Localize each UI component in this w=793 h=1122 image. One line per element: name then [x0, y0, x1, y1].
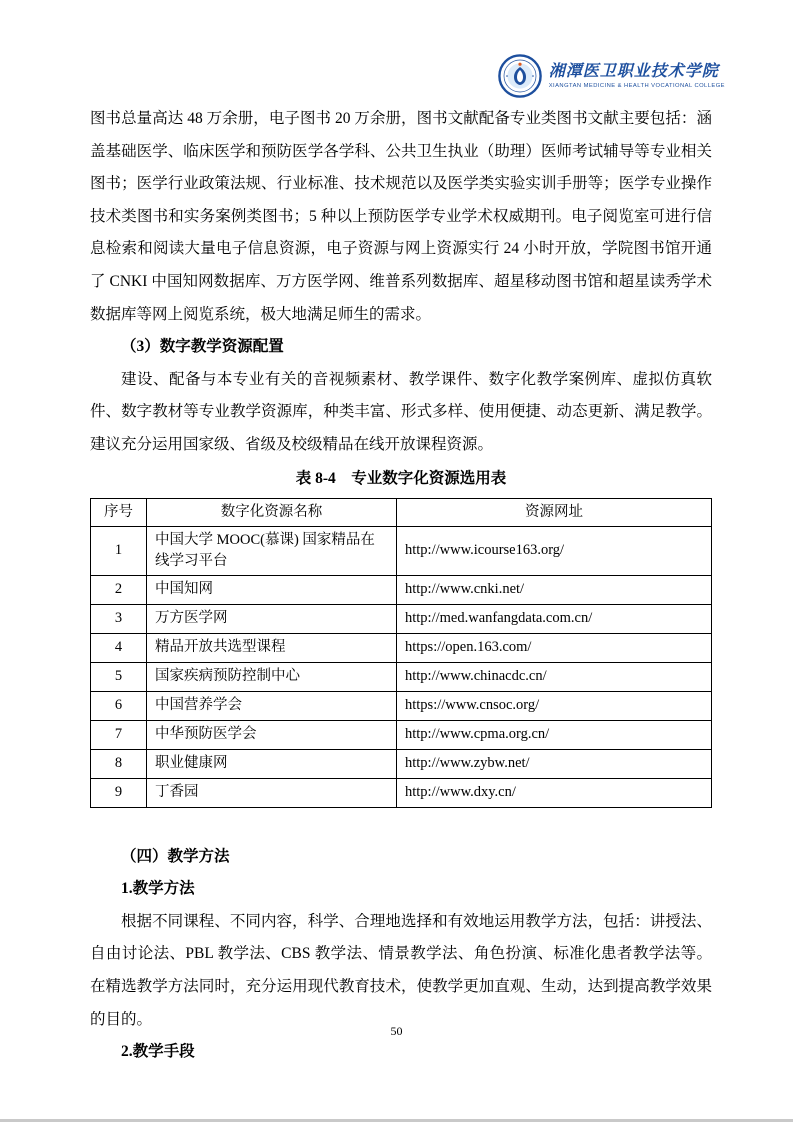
college-name-en: XIANGTAN MEDICINE & HEALTH VOCATIONAL COLLEGE: [548, 83, 725, 90]
cell-resource-name: 国家疾病预防控制中心: [147, 662, 397, 691]
paragraph-teaching-methods: 根据不同课程、不同内容，科学、合理地选择和有效地运用教学方法，包括：讲授法、自由讨论法、PBL 教学法、CBS 教学法、情景教学法、角色扮演、标准化患者教学法等。在精选教学方法同时，充分运用现代教育技术，使教学更加直观、生动，达到提高教学效果的目的。: [90, 912, 712, 1028]
paragraph-library-resources: 图书总量高达 48 万余册，电子图书 20 万余册，图书文献配备专业类图书文献主要包括：涵盖基础医学、临床医学和预防医学各学科、公共卫生执业（助理）医师考试辅导等专业相关图书；医学行业政策法规、行业标准、技术规范以及医学类实验实训手册等；医学专业操作技术类图书和实务案例类图书；5 种以上预防医学专业学术权威期刊。电子阅览室可进行信息检索和阅读大量电子信息资源，电子资源与网上资源实行 24 小时开放，学院图书馆开通了 CNKI 中国知网数据库、万方医学网、维普系列数据库、超星移动图书馆和超星读秀学术数据库等网上阅览系统，极大地满足师生的需求。: [90, 110, 712, 323]
cell-resource-name: 中国大学 MOOC(慕课) 国家精品在线学习平台: [147, 526, 397, 575]
table-row: [91, 526, 712, 575]
cell-resource-url: http://www.dxy.cn/: [397, 778, 712, 807]
col-header-resource-url: 资源网址: [397, 498, 712, 526]
cell-resource-url: https://open.163.com/: [397, 633, 712, 662]
table-row: [91, 662, 712, 691]
cell-resource-name: 万方医学网: [147, 604, 397, 633]
cell-index: 6: [91, 691, 147, 720]
page-number: 50: [390, 1024, 403, 1038]
table-header-row: [91, 498, 712, 526]
table-row: [91, 778, 712, 807]
cell-resource-url: http://www.zybw.net/: [397, 749, 712, 778]
table-row: [91, 575, 712, 604]
cell-resource-name: 中华预防医学会: [147, 720, 397, 749]
table-row: [91, 633, 712, 662]
cell-resource-url: https://www.cnsoc.org/: [397, 691, 712, 720]
cell-resource-name: 精品开放共选型课程: [147, 633, 397, 662]
cell-index: 9: [91, 778, 147, 807]
cell-index: 8: [91, 749, 147, 778]
table-row: [91, 691, 712, 720]
digital-resource-table: [90, 498, 712, 808]
cell-resource-name: 丁香园: [147, 778, 397, 807]
cell-resource-url: http://med.wanfangdata.com.cn/: [397, 604, 712, 633]
cell-resource-url: http://www.cpma.org.cn/: [397, 720, 712, 749]
page-header: [498, 54, 725, 98]
paragraph-resource-construction: 建设、配备与本专业有关的音视频素材、教学课件、数字化教学案例库、虚拟仿真软件、数字教材等专业教学资源库，种类丰富、形式多样、使用便捷、动态更新、满足教学。建议充分运用国家级、省级及校级精品在线开放课程资源。: [90, 370, 712, 453]
table-caption: 表 8-4 专业数字化资源选用表: [295, 469, 507, 487]
heading-teaching-methods: 1.教学方法: [121, 880, 195, 898]
cell-index: 1: [91, 526, 147, 575]
spacer: [90, 808, 712, 841]
heading-teaching-means: 2.教学手段: [121, 1043, 195, 1061]
heading-teaching-methods-section: （四）教学方法: [121, 847, 230, 865]
cell-resource-name: 职业健康网: [147, 749, 397, 778]
cell-resource-url: http://www.icourse163.org/: [397, 526, 712, 575]
cell-index: 4: [91, 633, 147, 662]
col-header-resource-name: 数字化资源名称: [147, 498, 397, 526]
cell-resource-name: 中国营养学会: [147, 691, 397, 720]
cell-resource-url: http://www.chinacdc.cn/: [397, 662, 712, 691]
table-row: [91, 720, 712, 749]
college-name-cn: 湘潭医卫职业技术学院: [548, 62, 719, 80]
table-row: [91, 749, 712, 778]
heading-digital-teaching-resources: （3）数字教学资源配置: [121, 338, 284, 356]
cell-index: 2: [91, 575, 147, 604]
cell-resource-url: http://www.cnki.net/: [397, 575, 712, 604]
cell-index: 5: [91, 662, 147, 691]
college-logo: [549, 63, 725, 90]
col-header-index: 序号: [91, 498, 147, 526]
cell-index: 3: [91, 604, 147, 633]
table-row: [91, 604, 712, 633]
cell-index: 7: [91, 720, 147, 749]
cell-resource-name: 中国知网: [147, 575, 397, 604]
college-emblem-icon: [498, 54, 542, 98]
page-body: [90, 103, 712, 1069]
